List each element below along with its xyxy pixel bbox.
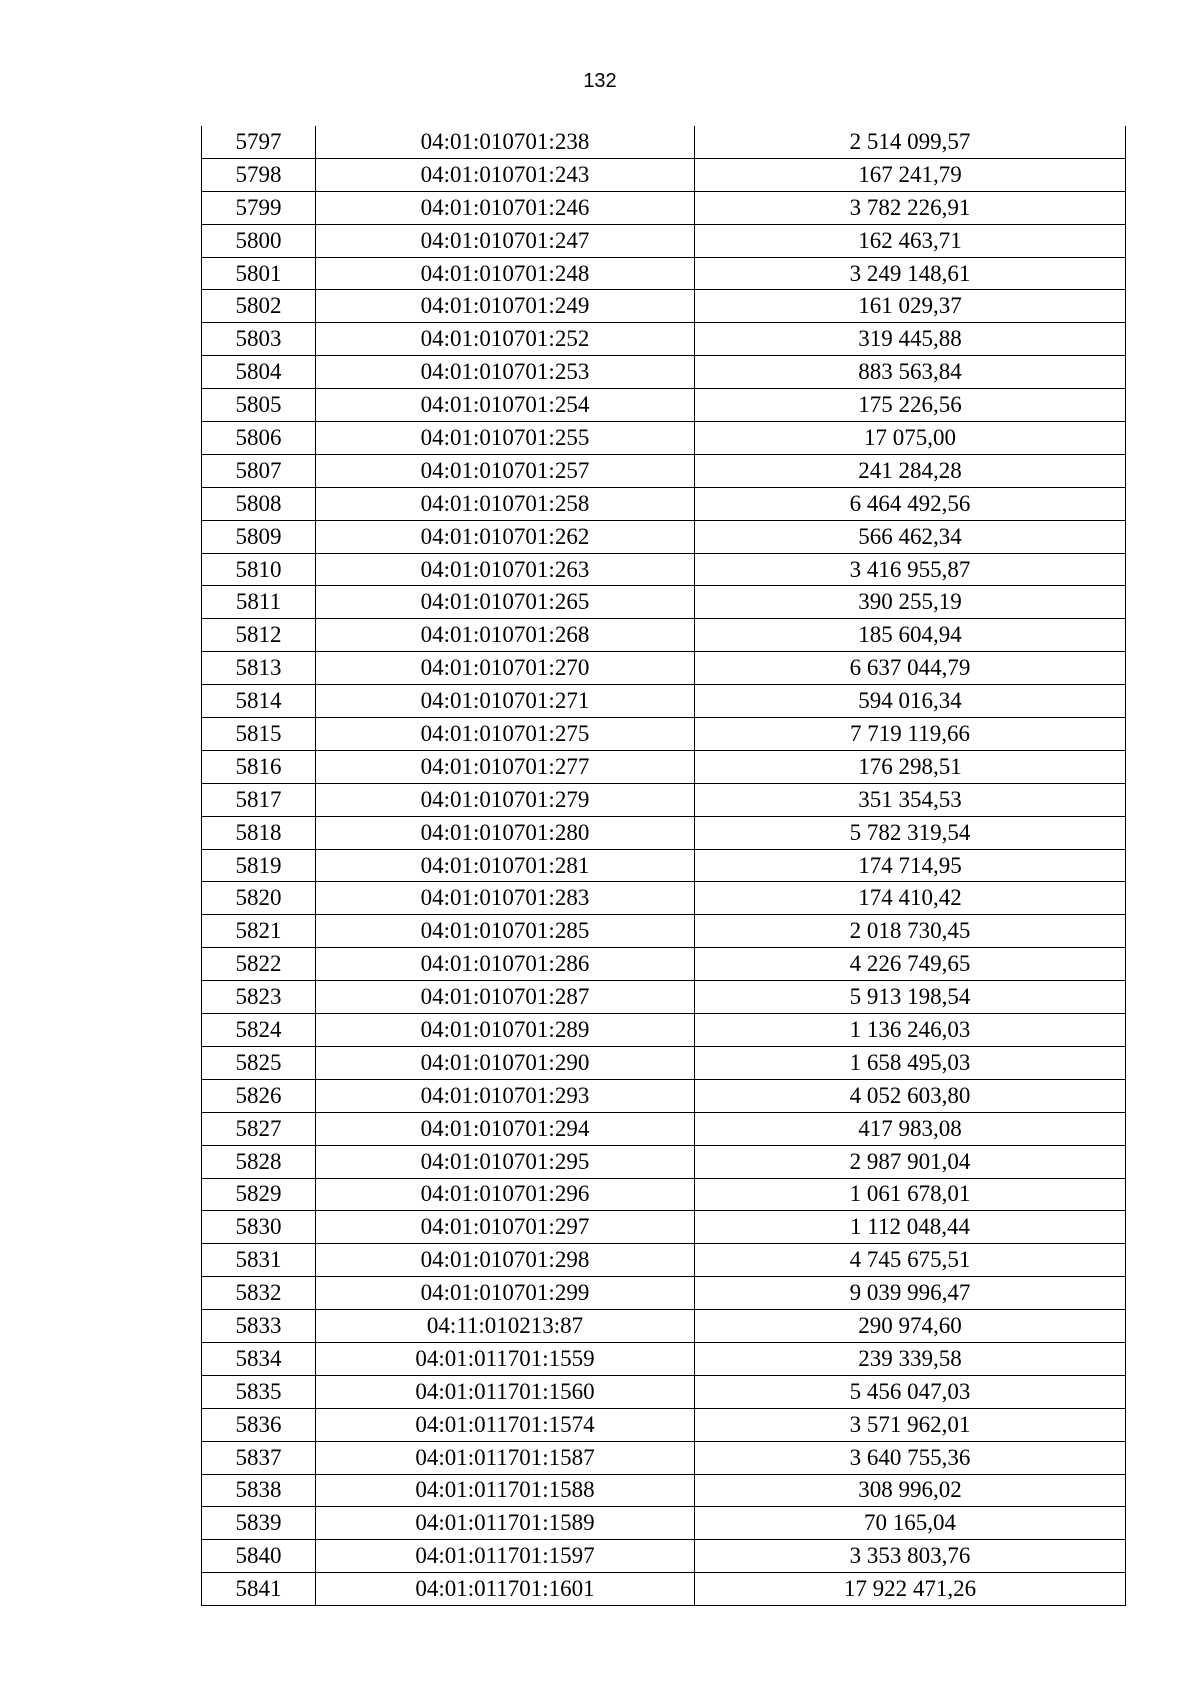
cadastral-number-cell: 04:01:011701:1601 [316, 1573, 695, 1606]
cadastral-number-cell: 04:01:010701:286 [316, 948, 695, 981]
cadastral-number-cell: 04:01:010701:254 [316, 389, 695, 422]
table-row [202, 1178, 1126, 1211]
cadastral-value-cell: 308 996,02 [695, 1474, 1126, 1507]
row-number-cell: 5841 [202, 1573, 316, 1606]
cadastral-number-cell: 04:01:010701:248 [316, 257, 695, 290]
table-row [202, 750, 1126, 783]
cadastral-value-cell: 3 249 148,61 [695, 257, 1126, 290]
table-row [202, 356, 1126, 389]
row-number-cell: 5829 [202, 1178, 316, 1211]
cadastral-number-cell: 04:01:010701:252 [316, 323, 695, 356]
table-row [202, 1375, 1126, 1408]
table-row [202, 422, 1126, 455]
table-row [202, 1046, 1126, 1079]
cadastral-number-cell: 04:01:010701:255 [316, 422, 695, 455]
cadastral-number-cell: 04:01:010701:295 [316, 1145, 695, 1178]
cadastral-number-cell: 04:01:010701:285 [316, 915, 695, 948]
table-row [202, 849, 1126, 882]
table-row [202, 685, 1126, 718]
row-number-cell: 5814 [202, 685, 316, 718]
table-row [202, 257, 1126, 290]
cadastral-value-cell: 241 284,28 [695, 454, 1126, 487]
cadastral-value-cell: 3 353 803,76 [695, 1540, 1126, 1573]
row-number-cell: 5825 [202, 1046, 316, 1079]
cadastral-number-cell: 04:01:010701:283 [316, 882, 695, 915]
cadastral-value-cell: 4 052 603,80 [695, 1079, 1126, 1112]
table-row [202, 1014, 1126, 1047]
cadastral-value-cell: 174 714,95 [695, 849, 1126, 882]
table-row [202, 487, 1126, 520]
cadastral-value-cell: 6 637 044,79 [695, 652, 1126, 685]
cadastral-value-cell: 70 165,04 [695, 1507, 1126, 1540]
cadastral-value-cell: 883 563,84 [695, 356, 1126, 389]
row-number-cell: 5830 [202, 1211, 316, 1244]
cadastral-number-cell: 04:01:010701:268 [316, 619, 695, 652]
cadastral-number-cell: 04:01:010701:246 [316, 191, 695, 224]
cadastral-number-cell: 04:01:010701:287 [316, 981, 695, 1014]
table-row [202, 1244, 1126, 1277]
cadastral-number-cell: 04:01:011701:1597 [316, 1540, 695, 1573]
row-number-cell: 5801 [202, 257, 316, 290]
row-number-cell: 5808 [202, 487, 316, 520]
cadastral-number-cell: 04:01:010701:290 [316, 1046, 695, 1079]
cadastral-number-cell: 04:01:010701:257 [316, 454, 695, 487]
cadastral-number-cell: 04:01:010701:270 [316, 652, 695, 685]
cadastral-number-cell: 04:01:010701:249 [316, 290, 695, 323]
cadastral-value-cell: 2 514 099,57 [695, 126, 1126, 158]
cadastral-number-cell: 04:01:010701:253 [316, 356, 695, 389]
cadastral-value-cell: 417 983,08 [695, 1112, 1126, 1145]
cadastral-value-cell: 3 571 962,01 [695, 1408, 1126, 1441]
cadastral-value-cell: 5 782 319,54 [695, 816, 1126, 849]
cadastral-value-cell: 3 782 226,91 [695, 191, 1126, 224]
row-number-cell: 5799 [202, 191, 316, 224]
table-row [202, 1342, 1126, 1375]
cadastral-number-cell: 04:01:011701:1574 [316, 1408, 695, 1441]
row-number-cell: 5817 [202, 783, 316, 816]
cadastral-number-cell: 04:01:011701:1559 [316, 1342, 695, 1375]
row-number-cell: 5838 [202, 1474, 316, 1507]
cadastral-number-cell: 04:01:010701:243 [316, 158, 695, 191]
cadastral-number-cell: 04:01:010701:277 [316, 750, 695, 783]
cadastral-value-cell: 185 604,94 [695, 619, 1126, 652]
cadastral-number-cell: 04:01:010701:265 [316, 586, 695, 619]
cadastral-number-cell: 04:01:010701:299 [316, 1277, 695, 1310]
table-row [202, 553, 1126, 586]
row-number-cell: 5839 [202, 1507, 316, 1540]
row-number-cell: 5840 [202, 1540, 316, 1573]
row-number-cell: 5800 [202, 224, 316, 257]
row-number-cell: 5823 [202, 981, 316, 1014]
row-number-cell: 5798 [202, 158, 316, 191]
cadastral-value-cell: 3 416 955,87 [695, 553, 1126, 586]
table-row [202, 783, 1126, 816]
cadastral-value-cell: 175 226,56 [695, 389, 1126, 422]
row-number-cell: 5822 [202, 948, 316, 981]
row-number-cell: 5797 [202, 126, 316, 158]
cadastral-value-cell: 351 354,53 [695, 783, 1126, 816]
page-number: 132 [583, 70, 617, 92]
table-row [202, 290, 1126, 323]
cadastral-number-cell: 04:01:010701:271 [316, 685, 695, 718]
table-row [202, 882, 1126, 915]
cadastral-value-cell: 161 029,37 [695, 290, 1126, 323]
cadastral-number-cell: 04:01:011701:1587 [316, 1441, 695, 1474]
row-number-cell: 5803 [202, 323, 316, 356]
cadastral-number-cell: 04:01:010701:258 [316, 487, 695, 520]
table-row [202, 915, 1126, 948]
cadastral-value-cell: 239 339,58 [695, 1342, 1126, 1375]
row-number-cell: 5831 [202, 1244, 316, 1277]
cadastral-value-cell: 566 462,34 [695, 520, 1126, 553]
cadastral-value-cell: 3 640 755,36 [695, 1441, 1126, 1474]
row-number-cell: 5827 [202, 1112, 316, 1145]
cadastral-value-cell: 7 719 119,66 [695, 718, 1126, 751]
cadastral-number-cell: 04:01:010701:238 [316, 126, 695, 158]
table-row [202, 1573, 1126, 1606]
cadastral-value-cell: 17 922 471,26 [695, 1573, 1126, 1606]
cadastral-value-cell: 319 445,88 [695, 323, 1126, 356]
cadastral-value-table [201, 126, 1126, 1606]
table-row [202, 619, 1126, 652]
cadastral-value-cell: 1 658 495,03 [695, 1046, 1126, 1079]
cadastral-number-cell: 04:01:010701:294 [316, 1112, 695, 1145]
row-number-cell: 5821 [202, 915, 316, 948]
row-number-cell: 5807 [202, 454, 316, 487]
cadastral-value-cell: 290 974,60 [695, 1310, 1126, 1343]
table-row [202, 1540, 1126, 1573]
cadastral-number-cell: 04:01:010701:298 [316, 1244, 695, 1277]
cadastral-value-cell: 176 298,51 [695, 750, 1126, 783]
table-row [202, 1112, 1126, 1145]
row-number-cell: 5833 [202, 1310, 316, 1343]
row-number-cell: 5811 [202, 586, 316, 619]
table-row [202, 389, 1126, 422]
table-row [202, 323, 1126, 356]
table-row [202, 718, 1126, 751]
cadastral-value-cell: 17 075,00 [695, 422, 1126, 455]
table-row [202, 224, 1126, 257]
table-row [202, 1145, 1126, 1178]
table-row [202, 586, 1126, 619]
cadastral-value-cell: 2 018 730,45 [695, 915, 1126, 948]
table-row [202, 1277, 1126, 1310]
cadastral-number-cell: 04:01:011701:1588 [316, 1474, 695, 1507]
table-row [202, 1474, 1126, 1507]
table-row [202, 1310, 1126, 1343]
cadastral-number-cell: 04:01:010701:289 [316, 1014, 695, 1047]
cadastral-value-cell: 162 463,71 [695, 224, 1126, 257]
cadastral-number-cell: 04:11:010213:87 [316, 1310, 695, 1343]
cadastral-value-cell: 174 410,42 [695, 882, 1126, 915]
cadastral-number-cell: 04:01:011701:1589 [316, 1507, 695, 1540]
row-number-cell: 5815 [202, 718, 316, 751]
row-number-cell: 5809 [202, 520, 316, 553]
table-body [202, 126, 1126, 1606]
row-number-cell: 5837 [202, 1441, 316, 1474]
row-number-cell: 5818 [202, 816, 316, 849]
row-number-cell: 5824 [202, 1014, 316, 1047]
table-row [202, 816, 1126, 849]
cadastral-value-cell: 1 061 678,01 [695, 1178, 1126, 1211]
table-row [202, 520, 1126, 553]
table-row [202, 1079, 1126, 1112]
row-number-cell: 5834 [202, 1342, 316, 1375]
cadastral-value-cell: 390 255,19 [695, 586, 1126, 619]
row-number-cell: 5812 [202, 619, 316, 652]
row-number-cell: 5804 [202, 356, 316, 389]
row-number-cell: 5828 [202, 1145, 316, 1178]
row-number-cell: 5802 [202, 290, 316, 323]
row-number-cell: 5816 [202, 750, 316, 783]
cadastral-number-cell: 04:01:010701:296 [316, 1178, 695, 1211]
table-row [202, 126, 1126, 158]
table-row [202, 454, 1126, 487]
cadastral-number-cell: 04:01:010701:275 [316, 718, 695, 751]
cadastral-value-cell: 1 136 246,03 [695, 1014, 1126, 1047]
row-number-cell: 5832 [202, 1277, 316, 1310]
table-row [202, 1441, 1126, 1474]
cadastral-number-cell: 04:01:010701:280 [316, 816, 695, 849]
table-row [202, 1211, 1126, 1244]
cadastral-value-cell: 9 039 996,47 [695, 1277, 1126, 1310]
cadastral-number-cell: 04:01:010701:297 [316, 1211, 695, 1244]
row-number-cell: 5836 [202, 1408, 316, 1441]
row-number-cell: 5826 [202, 1079, 316, 1112]
table-row [202, 652, 1126, 685]
row-number-cell: 5835 [202, 1375, 316, 1408]
cadastral-value-cell: 5 913 198,54 [695, 981, 1126, 1014]
row-number-cell: 5810 [202, 553, 316, 586]
table-row [202, 1507, 1126, 1540]
cadastral-value-cell: 5 456 047,03 [695, 1375, 1126, 1408]
cadastral-value-cell: 4 226 749,65 [695, 948, 1126, 981]
cadastral-value-cell: 594 016,34 [695, 685, 1126, 718]
cadastral-number-cell: 04:01:011701:1560 [316, 1375, 695, 1408]
cadastral-value-cell: 1 112 048,44 [695, 1211, 1126, 1244]
table-row [202, 158, 1126, 191]
cadastral-number-cell: 04:01:010701:263 [316, 553, 695, 586]
cadastral-number-cell: 04:01:010701:293 [316, 1079, 695, 1112]
cadastral-number-cell: 04:01:010701:281 [316, 849, 695, 882]
row-number-cell: 5806 [202, 422, 316, 455]
table-row [202, 191, 1126, 224]
cadastral-value-cell: 2 987 901,04 [695, 1145, 1126, 1178]
cadastral-number-cell: 04:01:010701:247 [316, 224, 695, 257]
table-row [202, 981, 1126, 1014]
cadastral-value-cell: 4 745 675,51 [695, 1244, 1126, 1277]
row-number-cell: 5813 [202, 652, 316, 685]
cadastral-value-cell: 167 241,79 [695, 158, 1126, 191]
row-number-cell: 5820 [202, 882, 316, 915]
cadastral-number-cell: 04:01:010701:262 [316, 520, 695, 553]
cadastral-number-cell: 04:01:010701:279 [316, 783, 695, 816]
cadastral-value-cell: 6 464 492,56 [695, 487, 1126, 520]
table-row [202, 948, 1126, 981]
row-number-cell: 5819 [202, 849, 316, 882]
table-row [202, 1408, 1126, 1441]
row-number-cell: 5805 [202, 389, 316, 422]
